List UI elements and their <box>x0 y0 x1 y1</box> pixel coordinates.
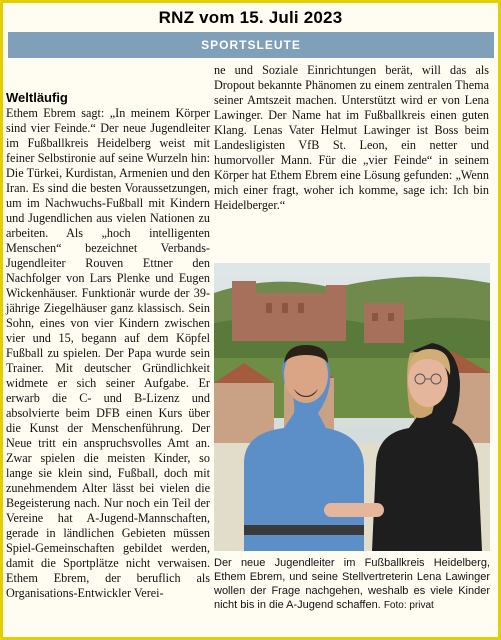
article-photo <box>214 263 490 551</box>
article-left-column: Ethem Ebrem sagt: „In meinem Körper sind vier Feinde.“ Der neue Jugendleiter im Fußballkreis Heidelberg weist mit feiner Selbstironie auf seine Wurzeln hin: Die Türkei, Kurdistan, Armenien und den Iran. Es sind die besten Voraussetzungen, um im Nachwuchs-Fußball mit Kindern und Jugendlichen aus vielen Nationen zu arbeiten. Als „hoch intelligenten Menschen“ bezeichnet Verbands-Jugendleiter Rouven Ettner den Nachfolger von Lars Plenke und Eugen Wickenhäuser. Funktionär wurde der 39-jährige Ziegelhäuser ganz klassisch. Sein Sohn, eines von vier Kindern zwischen vier und 15, begann auf dem Köpfel Fußball zu spielen. Der Papa wurde sein Trainer. Mit deutscher Gründlichkeit widmete er sich seiner Aufgabe. Er erwarb die C- und B-Lizenz und absolvierte beim DFB einen Kurs über die Kunst der Menschenführung. Der Neue tritt ein anspruchsvolles Amt an. Zwar spielen die meisten Kinder, so lange sie klein sind, Fußball, doch mit zunehmendem Alter lässt bei vielen die Begeisterung nach. Nur noch ein Teil der Vereine hat A-Jugend-Mannschaften, gerade in ländlichen Gebieten müssen Spiel-Gemeinschaften gebildet werden, damit die Sportplätze nicht verwaisen. Ethem Ebrem, der beruflich als Organisations-Entwickler Verei- <box>6 106 210 600</box>
article-right-column: ne und Soziale Einrichtungen berät, will das als Dropout bekannte Phänomen zu einem zentralen Thema seiner Amtszeit machen. Unterstützt wird er von Lena Lawinger. Der Name hat im Fußballkreis einen guten Klang. Lenas Vater Helmut Lawinger ist Boss beim Landesligisten VfB St. Leon, ein netter und humorvoller Mann. Für die „vier Feinde“ in seinem Körper hat Ethem Ebrem eine Lösung gefunden: „Wenn mich einer fragt, woher ich komme, sage ich: Ich bin Heidelberger.“ <box>214 63 489 212</box>
caption-text: Der neue Jugendleiter im Fußballkreis Heidelberg, Ethem Ebrem, und seine Stellvertreterin Lena Lawinger wollen der Frage nachgehen, weshalb es viele Kinder nicht bis in die A-Jugend schaffen. <box>214 557 490 611</box>
photo-caption <box>214 556 490 613</box>
photo-credit: Foto: privat <box>383 600 434 611</box>
article-title: Weltläufig <box>6 90 68 105</box>
clipping-headline: RNZ vom 15. Juli 2023 <box>158 8 343 27</box>
section-banner: SPORTSLEUTE <box>8 32 494 58</box>
photo-illustration <box>214 263 490 551</box>
